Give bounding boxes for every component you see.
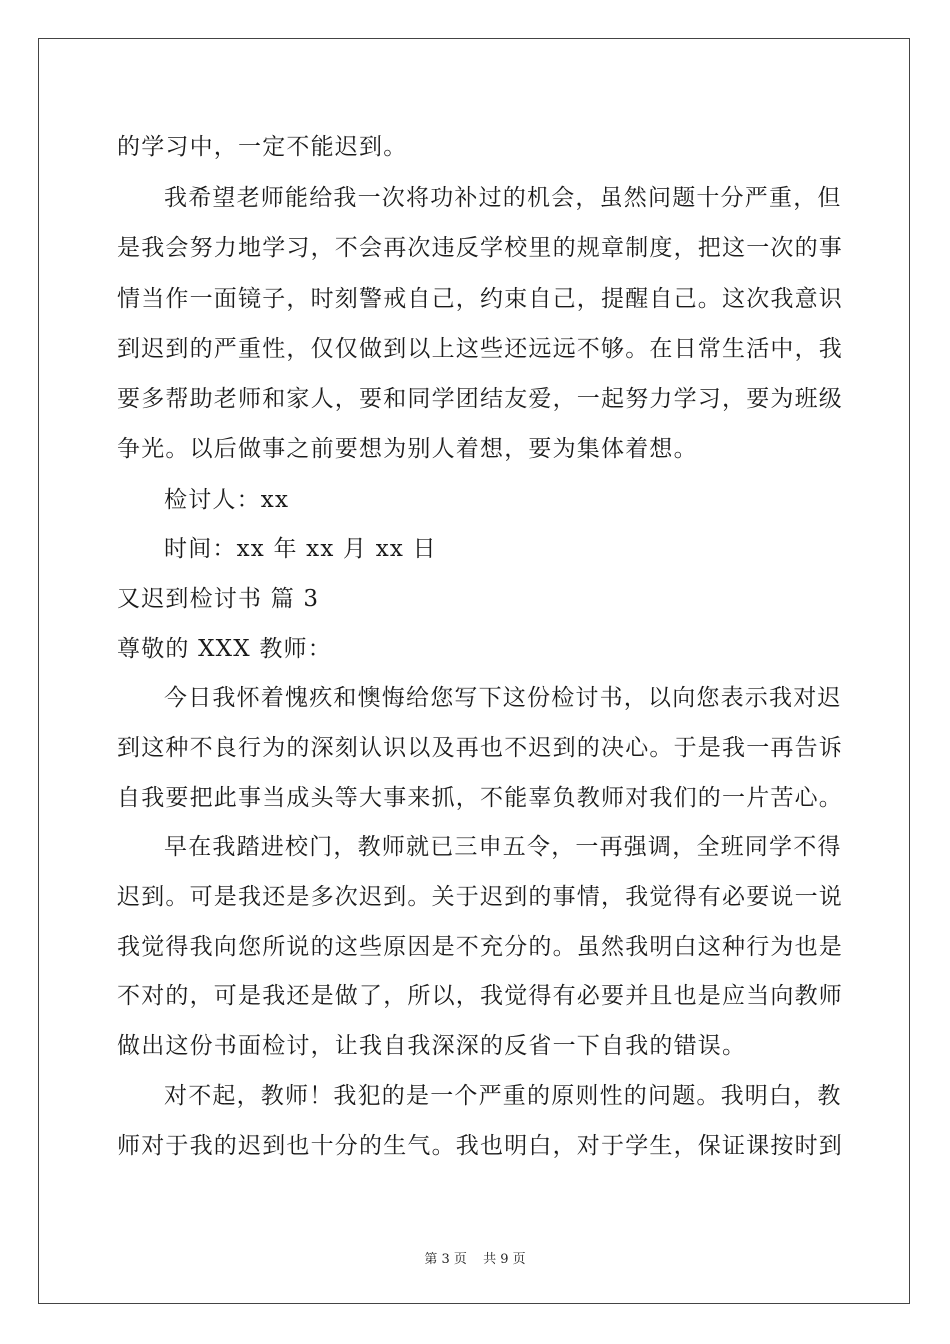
date-line: 时间：xx 年 xx 月 xx 日	[164, 536, 437, 562]
page-number: 第 3 页	[424, 1252, 467, 1267]
text-line: 自我要把此事当成头等大事来抓，不能辜负教师对我们的一片苦心。	[117, 785, 843, 811]
text-line: 今日我怀着愧疚和懊悔给您写下这份检讨书，以向您表示我对迟	[164, 685, 842, 711]
text-line: 我觉得我向您所说的这些原因是不充分的。虽然我明白这种行为也是	[117, 934, 843, 960]
page-border	[38, 38, 910, 1304]
section-heading: 又迟到检讨书 篇 3	[117, 586, 320, 612]
text-line: 我希望老师能给我一次将功补过的机会，虽然问题十分严重，但	[164, 185, 842, 211]
text-line: 要多帮助老师和家人，要和同学团结友爱，一起努力学习，要为班级	[117, 386, 843, 412]
text-line: 是我会努力地学习，不会再次违反学校里的规章制度，把这一次的事	[117, 235, 843, 261]
text-line: 情当作一面镜子，时刻警戒自己，约束自己，提醒自己。这次我意识	[117, 286, 843, 312]
text-line: 做出这份书面检讨，让我自我深深的反省一下自我的错误。	[117, 1033, 747, 1059]
page-total: 共 9 页	[483, 1252, 526, 1267]
salutation: 尊敬的 XXX 教师：	[117, 636, 332, 662]
text-line: 到这种不良行为的深刻认识以及再也不迟到的决心。于是我一再告诉	[117, 735, 843, 761]
text-line: 师对于我的迟到也十分的生气。我也明白，对于学生，保证课按时到	[117, 1133, 843, 1159]
text-line: 对不起，教师！我犯的是一个严重的原则性的问题。我明白，教	[164, 1083, 842, 1109]
text-line: 的学习中，一定不能迟到。	[117, 134, 408, 160]
text-line: 争光。以后做事之前要想为别人着想，要为集体着想。	[117, 436, 698, 462]
text-line: 早在我踏进校门，教师就已三申五令，一再强调，全班同学不得	[164, 834, 842, 860]
text-line: 不对的，可是我还是做了，所以，我觉得有必要并且也是应当向教师	[117, 983, 843, 1009]
text-line: 到迟到的严重性，仅仅做到以上这些还远远不够。在日常生活中，我	[117, 336, 843, 362]
signer-line: 检讨人：xx	[164, 487, 290, 513]
text-line: 迟到。可是我还是多次迟到。关于迟到的事情，我觉得有必要说一说	[117, 884, 843, 910]
page-footer	[0, 1248, 950, 1267]
